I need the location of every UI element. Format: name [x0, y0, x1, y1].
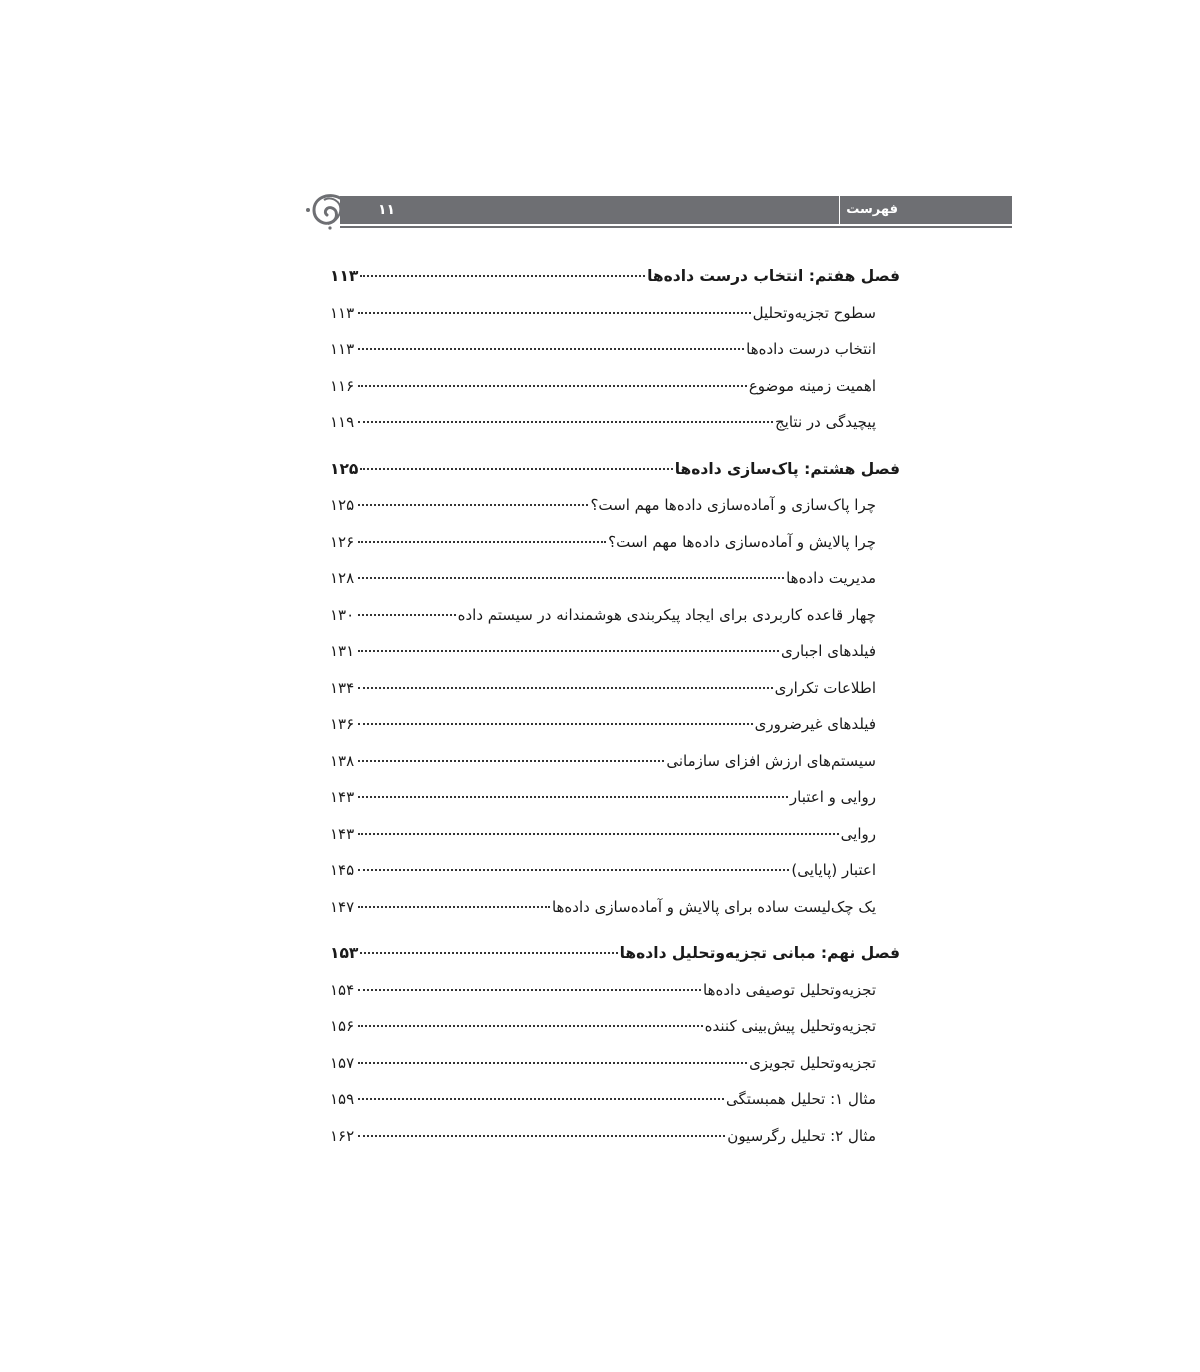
toc-entry-title: سیستم‌های ارزش افزای سازمانی	[666, 751, 876, 770]
dot-leader	[360, 952, 617, 954]
dot-leader	[358, 796, 788, 798]
toc-section-entry	[330, 972, 900, 1009]
toc-section-entry	[330, 670, 900, 707]
header-rule	[340, 226, 1012, 228]
toc-entry-title: چهار قاعده کاربردی برای ایجاد پیکربندی هوشمندانه در سیستم داده	[457, 605, 876, 624]
toc-entry-page: ۱۵۴	[330, 980, 355, 999]
toc-entry-page: ۱۶۲	[330, 1126, 355, 1145]
toc-section-entry	[330, 331, 900, 368]
toc-section-entry	[330, 633, 900, 670]
dot-leader	[358, 1098, 724, 1100]
toc-section-entry	[330, 706, 900, 743]
toc-entry-title: مثال ۱: تحلیل همبستگی	[726, 1090, 876, 1108]
dot-leader	[358, 348, 744, 350]
toc-section-entry	[330, 889, 900, 926]
toc-entry-title: مثال ۲: تحلیل رگرسیون	[727, 1126, 876, 1145]
dot-leader	[358, 723, 753, 725]
toc-section-entry	[330, 560, 900, 597]
toc-entry-title: سطوح تجزیه‌وتحلیل	[752, 303, 876, 322]
toc-section-entry	[330, 1081, 900, 1118]
toc-section-entry	[330, 743, 900, 780]
toc-entry-page: ۱۴۵	[330, 861, 355, 879]
toc-section-entry	[330, 404, 900, 441]
header-title: فهرست	[839, 196, 900, 224]
header-bar	[340, 196, 1012, 224]
toc-chapter-entry	[330, 935, 900, 972]
toc-entry-title: روایی	[840, 824, 876, 843]
toc-entry-page: ۱۲۵	[330, 496, 355, 514]
toc-entry-page: ۱۳۶	[330, 715, 355, 733]
toc-section-entry	[330, 368, 900, 405]
dot-leader	[358, 1062, 747, 1064]
toc-entry-title: تجزیه‌وتحلیل تجویزی	[749, 1053, 876, 1072]
toc-chapter-entry	[330, 451, 900, 488]
toc-section-entry	[330, 852, 900, 889]
toc-chapter-entry	[330, 258, 900, 295]
toc-entry-page: ۱۳۰	[330, 605, 355, 624]
toc-entry-page: ۱۲۸	[330, 569, 355, 587]
toc-entry-page: ۱۱۶	[330, 376, 355, 395]
toc-entry-page: ۱۱۳	[330, 267, 359, 285]
toc-entry-page: ۱۴۳	[330, 788, 355, 806]
dot-leader	[358, 906, 550, 908]
running-header	[300, 190, 1012, 232]
toc-entry-title: فیلدهای اجباری	[780, 642, 876, 660]
toc-entry-page: ۱۳۴	[330, 678, 355, 697]
toc-section-entry	[330, 487, 900, 524]
toc-entry-title: فصل نهم: مبانی تجزیه‌وتحلیل داده‌ها	[619, 944, 900, 962]
toc-entry-title: مدیریت داده‌ها	[786, 569, 876, 587]
dot-leader	[358, 421, 773, 423]
toc-entry-title: اعتبار (پایایی)	[791, 861, 876, 879]
dot-leader	[358, 577, 784, 579]
toc-entry-page: ۱۵۹	[330, 1090, 355, 1108]
toc-entry-page: ۱۴۷	[330, 897, 355, 916]
toc-entry-title: تجزیه‌وتحلیل توصیفی داده‌ها	[703, 980, 876, 999]
toc-section-entry	[330, 295, 900, 332]
dot-leader	[358, 541, 606, 543]
dot-leader	[360, 275, 645, 277]
dot-leader	[358, 614, 456, 616]
dot-leader	[358, 989, 701, 991]
dot-leader	[358, 650, 779, 652]
dot-leader	[358, 687, 773, 689]
table-of-contents	[330, 258, 900, 1154]
toc-section-entry	[330, 1118, 900, 1155]
toc-section-entry	[330, 779, 900, 816]
toc-entry-title: اطلاعات تکراری	[774, 678, 876, 697]
toc-entry-page: ۱۳۱	[330, 642, 355, 660]
dot-leader	[358, 504, 588, 506]
toc-entry-title: چرا پاک‌سازی و آماده‌سازی داده‌ها مهم است؟	[590, 496, 876, 514]
toc-entry-title: فصل هشتم: پاک‌سازی داده‌ها	[674, 459, 900, 478]
toc-entry-title: انتخاب درست داده‌ها	[746, 340, 876, 358]
dot-leader	[360, 468, 672, 470]
toc-section-entry	[330, 1045, 900, 1082]
toc-section-entry	[330, 816, 900, 853]
toc-entry-page: ۱۵۳	[330, 944, 359, 962]
toc-entry-title: اهمیت زمینه موضوع	[748, 376, 876, 395]
dot-leader	[358, 760, 664, 762]
dot-leader	[358, 312, 751, 314]
toc-entry-title: پیچیدگی در نتایج	[774, 413, 876, 431]
toc-entry-title: فصل هفتم: انتخاب درست داده‌ها	[647, 267, 900, 285]
toc-entry-page: ۱۱۳	[330, 340, 355, 358]
toc-entry-page: ۱۲۶	[330, 532, 355, 551]
dot-leader	[358, 1025, 703, 1027]
dot-leader	[358, 1135, 725, 1137]
dot-leader	[358, 869, 789, 871]
toc-entry-page: ۱۴۳	[330, 824, 355, 843]
page-number: ۱۱	[378, 202, 396, 218]
toc-entry-page: ۱۵۶	[330, 1017, 355, 1035]
dot-leader	[358, 833, 839, 835]
dot-leader	[358, 385, 747, 387]
toc-entry-title: روایی و اعتبار	[789, 788, 876, 806]
toc-entry-title: فیلدهای غیرضروری	[754, 715, 876, 733]
toc-entry-page: ۱۱۳	[330, 303, 355, 322]
toc-entry-page: ۱۵۷	[330, 1053, 355, 1072]
toc-section-entry	[330, 524, 900, 561]
toc-entry-title: چرا پالایش و آماده‌سازی داده‌ها مهم است؟	[608, 532, 876, 551]
toc-section-entry	[330, 1008, 900, 1045]
toc-entry-title: تجزیه‌وتحلیل پیش‌بینی کننده	[704, 1017, 876, 1035]
toc-entry-page: ۱۳۸	[330, 751, 355, 770]
toc-entry-page: ۱۱۹	[330, 413, 355, 431]
toc-entry-page: ۱۲۵	[330, 459, 359, 478]
toc-section-entry	[330, 597, 900, 634]
toc-entry-title: یک چک‌لیست ساده برای پالایش و آماده‌سازی داده‌ها	[551, 897, 876, 916]
